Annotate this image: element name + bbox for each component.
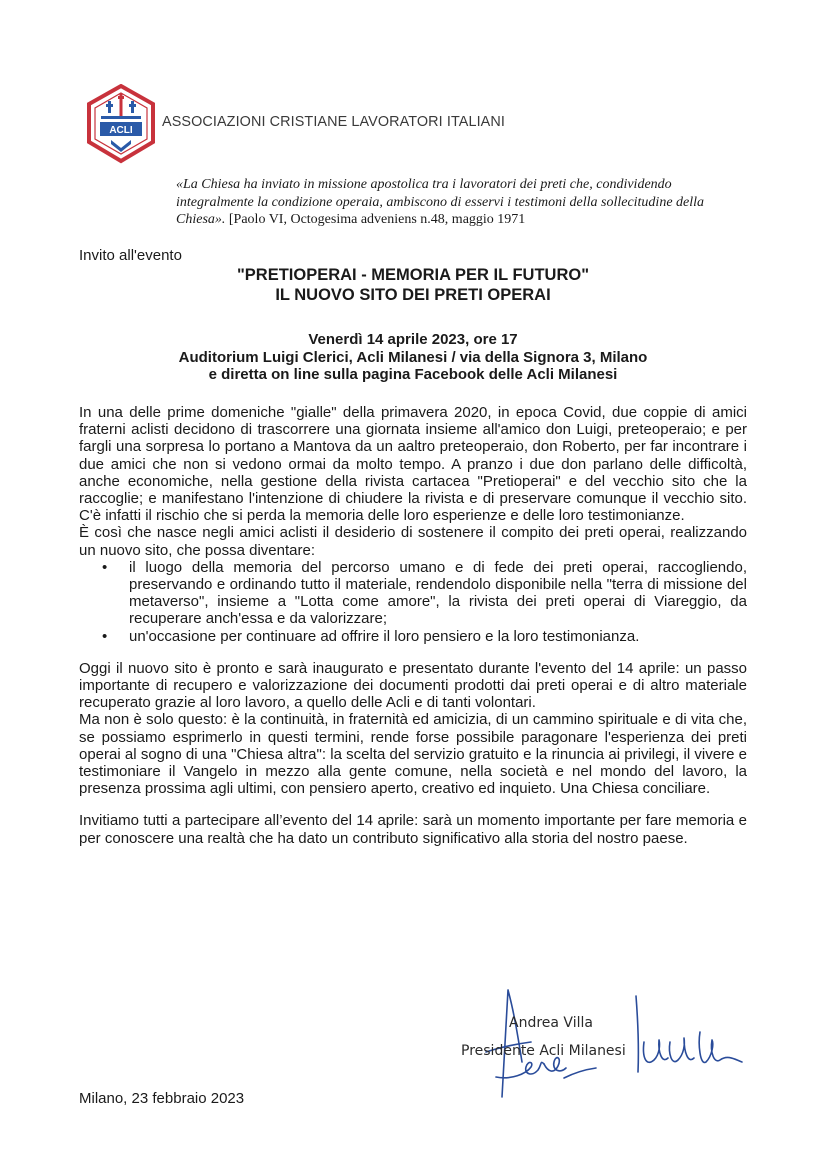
title-line-2: IL NUOVO SITO DEI PRETI OPERAI xyxy=(275,285,551,304)
list-item-text: il luogo della memoria del percorso umano e di fede dei preti operai, raccogliendo, preservando e ordinando tutto il materiale, rendendolo disponibile nella "terra di missione del metaverso", insieme a "Lotta come amore", la rivista dei preti operai di Viareggio, da recuperare anch'essa e da valorizzare; xyxy=(129,558,747,628)
list-item xyxy=(102,627,747,645)
event-location: Auditorium Luigi Clerici, Acli Milanesi / via della Signora 3, Milano xyxy=(178,348,648,366)
event-title xyxy=(79,266,747,305)
signatory-name: Andrea Villa xyxy=(509,1015,593,1031)
bullet-icon: • xyxy=(102,627,108,645)
invite-label: Invito all'evento xyxy=(79,247,182,264)
letter-body xyxy=(79,404,747,847)
paragraph-2: È così che nasce negli amici aclisti il desiderio di sostenere il compito dei preti operai, realizzando un nuovo sito, che possa diventare: xyxy=(79,524,747,559)
paragraph-1: In una delle prime domeniche "gialle" della primavera 2020, in epoca Covid, due coppie di amici fraterni aclisti decidono di trascorrere una giornata insieme all'amico don Luigi, preteoperaio; e per fargli una sorpresa lo portano a Mantova da un aaltro preteoperaio, don Roberto, per far incontrare i due amici che non si vedono ormai da molto tempo. A pranzo i due don parlano delle difficoltà, anche economiche, nella gestione della rivista cartacea "Pretioperai" e del vecchio sito che la raccoglie; e manifestano l'intenzione di chiudere la rivista e di preservare comunque il vecchio sito. C'è infatti il rischio che si perda la memoria delle loro esperienze e delle loro testimonianze. xyxy=(79,404,747,525)
event-date-time: Venerdì 14 aprile 2023, ore 17 xyxy=(308,331,518,348)
logo-text: ACLI xyxy=(109,125,133,136)
list-item-text: un'occasione per continuare ad offrire il loro pensiero e la loro testimonianza. xyxy=(129,627,640,645)
quote-citation: [Paolo VI, Octogesima adveniens n.48, maggio 1971 xyxy=(228,212,526,227)
list-item xyxy=(102,558,747,628)
bullet-icon: • xyxy=(102,558,108,576)
paragraph-4: Ma non è solo questo: è la continuità, in fraternità ed amicizia, di un cammino spirituale e di vita che, se possiamo esprimerlo in questi termini, rende forse possibile paragonare l'esperienza dei preti operai al sogno di una "Chiesa altra": la scelta del servizio gratuito e la rinuncia ai privilegi, il vivere e testimoniare il Vangelo in mezzo alla gente comune, nella società e nel mondo del lavoro, la presenza prossima agli ultimi, con pensiero aperto, creativo ed inquieto. Una Chiesa conciliare. xyxy=(79,711,747,798)
place-and-date: Milano, 23 febbraio 2023 xyxy=(79,1090,245,1107)
paragraph-5: Invitiamo tutti a partecipare all’evento del 14 aprile: sarà un momento importante per fare memoria e per conoscere una realtà che ha dato un contributo significativo alla storia del nostro paese. xyxy=(79,812,747,847)
paragraph-3: Oggi il nuovo sito è pronto e sarà inaugurato e presentato durante l'evento del 14 aprile: un passo importante di recupero e valorizzazione dei documenti prodotti dai preti operai e di altro materiale recuperato grazie al loro lavoro, a quello delle Acli e di tanti volontari. xyxy=(79,659,747,712)
purpose-list xyxy=(79,559,747,645)
papal-quote xyxy=(176,176,736,229)
organization-name: ASSOCIAZIONI CRISTIANE LAVORATORI ITALIANI xyxy=(162,114,505,130)
event-streaming: e diretta on line sulla pagina Facebook delle Acli Milanesi xyxy=(208,366,618,383)
event-details xyxy=(79,331,747,384)
acli-logo xyxy=(86,84,156,164)
signatory-role: Presidente Acli Milanesi xyxy=(461,1043,626,1059)
quote-text: «La Chiesa ha inviato in missione apostolica tra i lavoratori dei preti che, condividendo integralmente la condizione operaia, ambiscono di esservi i testimoni della sollecitudine della Chiesa». xyxy=(176,177,705,227)
title-line-1: "PRETIOPERAI - MEMORIA PER IL FUTURO" xyxy=(236,266,590,284)
